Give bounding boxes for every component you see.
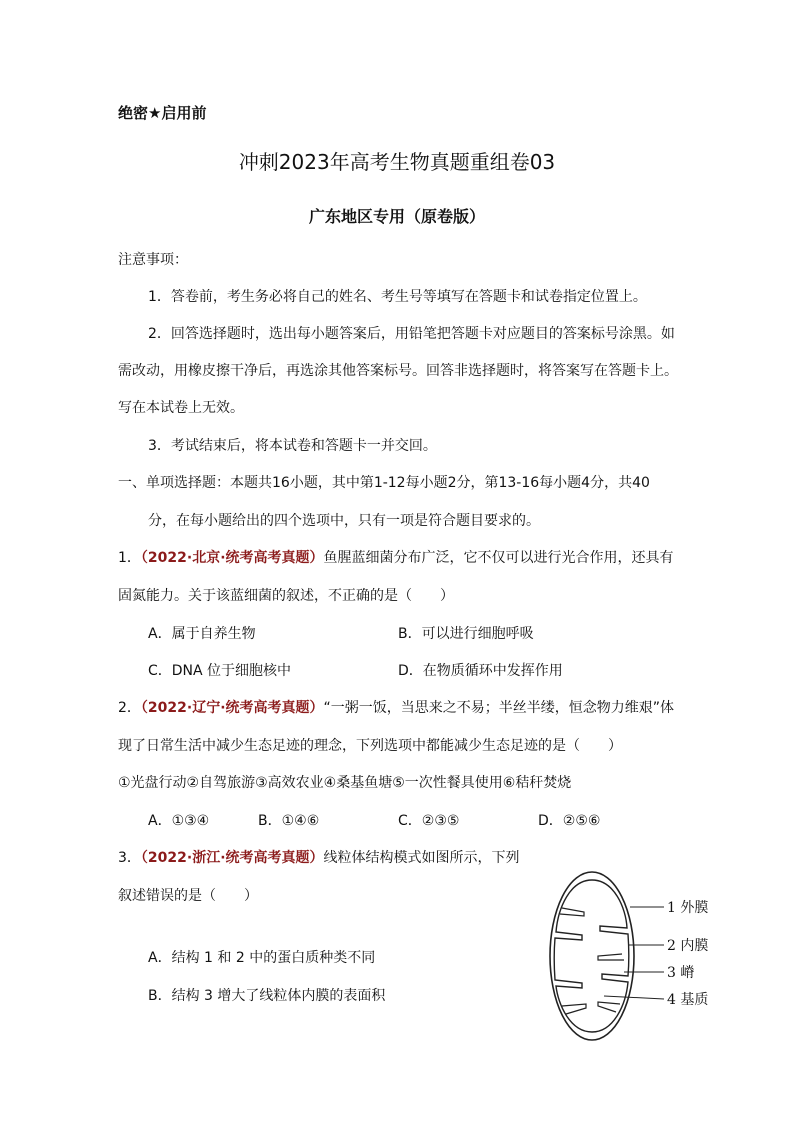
notice-heading: 注意事项：: [118, 252, 188, 268]
question-3-line-2: 叙述错误的是（ ）: [118, 888, 258, 904]
question-1-line-2: 固氮能力。关于该蓝细菌的叙述，不正确的是（ ）: [118, 588, 454, 604]
crista-fold: [598, 1002, 620, 1012]
question-source: （2022·浙江·统考高考真题）: [140, 850, 324, 866]
q2-option-b: B．①④⑥: [258, 813, 320, 829]
question-text: 鱼腥蓝细菌分布广泛，它不仅可以进行光合作用，还具有: [323, 550, 674, 566]
notice-item-2-line-1: 2．回答选择题时，选出每小题答案后，用铅笔把答题卡对应题目的答案标号涂黑。如: [148, 326, 675, 342]
question-2-line-2: 现了日常生活中减少生态足迹的理念，下列选项中都能减少生态足迹的是（ ）: [118, 738, 622, 754]
q3-option-a: A．结构 1 和 2 中的蛋白质种类不同: [148, 950, 376, 966]
question-number: 2．: [118, 700, 141, 716]
notice-item-3: 3．考试结束后，将本试卷和答题卡一并交回。: [148, 438, 437, 454]
confidential-label: 绝密★启用前: [118, 104, 207, 122]
question-number: 3．: [118, 850, 141, 866]
q2-option-a: A．①③④: [148, 813, 210, 829]
exam-subtitle: 广东地区专用（原卷版）: [308, 207, 485, 226]
question-source: （2022·辽宁·统考高考真题）: [140, 700, 324, 716]
q2-option-d: D．②⑤⑥: [538, 813, 601, 829]
label-cristae: 3 嵴: [667, 965, 695, 981]
question-3-line-1: [118, 848, 520, 868]
question-text: 线粒体结构模式如图所示，下列: [323, 850, 520, 866]
inner-membrane-cristae: [554, 880, 629, 1032]
crista-fold: [598, 954, 624, 960]
crista-fold: [560, 908, 584, 916]
mitochondrion-diagram: [540, 868, 730, 1048]
q3-option-b: B．结构 3 增大了线粒体内膜的表面积: [148, 988, 386, 1004]
exam-title: 冲刺2023年高考生物真题重组卷03: [238, 150, 556, 174]
outer-membrane: [550, 872, 634, 1040]
question-source: （2022·北京·统考高考真题）: [140, 550, 324, 566]
question-2-items: ①光盘行动②自驾旅游③高效农业④桑基鱼塘⑤一次性餐具使用⑥秸秆焚烧: [118, 775, 572, 791]
notice-item-2-line-3: 写在本试卷上无效。: [118, 400, 244, 416]
question-text: “一粥一饭，当思来之不易；半丝半缕，恒念物力维艰”体: [323, 700, 675, 716]
q1-option-b: B．可以进行细胞呼吸: [398, 626, 534, 642]
question-number: 1．: [118, 550, 141, 566]
question-1-line-1: [118, 548, 674, 568]
notice-item-2-line-2: 需改动，用橡皮擦干净后，再选涂其他答案标号。回答非选择题时，将答案写在答题卡上。: [118, 363, 678, 379]
notice-item-1: 1．答卷前，考生务必将自己的姓名、考生号等填写在答题卡和试卷指定位置上。: [148, 289, 647, 305]
label-outer-membrane: 1 外膜: [667, 900, 709, 916]
section-instructions-line-2: 分，在每小题给出的四个选项中，只有一项是符合题目要求的。: [148, 513, 540, 529]
label-inner-membrane: 2 内膜: [667, 938, 709, 954]
label-matrix: 4 基质: [667, 992, 709, 1008]
leader-line: [604, 996, 664, 999]
question-2-line-1: [118, 698, 674, 718]
crista-fold: [562, 1004, 586, 1014]
q1-option-c: C．DNA 位于细胞核中: [148, 663, 292, 679]
q1-option-d: D．在物质循环中发挥作用: [398, 663, 563, 679]
q2-option-c: C．②③⑤: [398, 813, 460, 829]
q1-option-a: A．属于自养生物: [148, 626, 256, 642]
section-instructions-line-1: 一、单项选择题：本题共16小题，其中第1-12每小题2分，第13-16每小题4分，共40: [118, 475, 650, 491]
